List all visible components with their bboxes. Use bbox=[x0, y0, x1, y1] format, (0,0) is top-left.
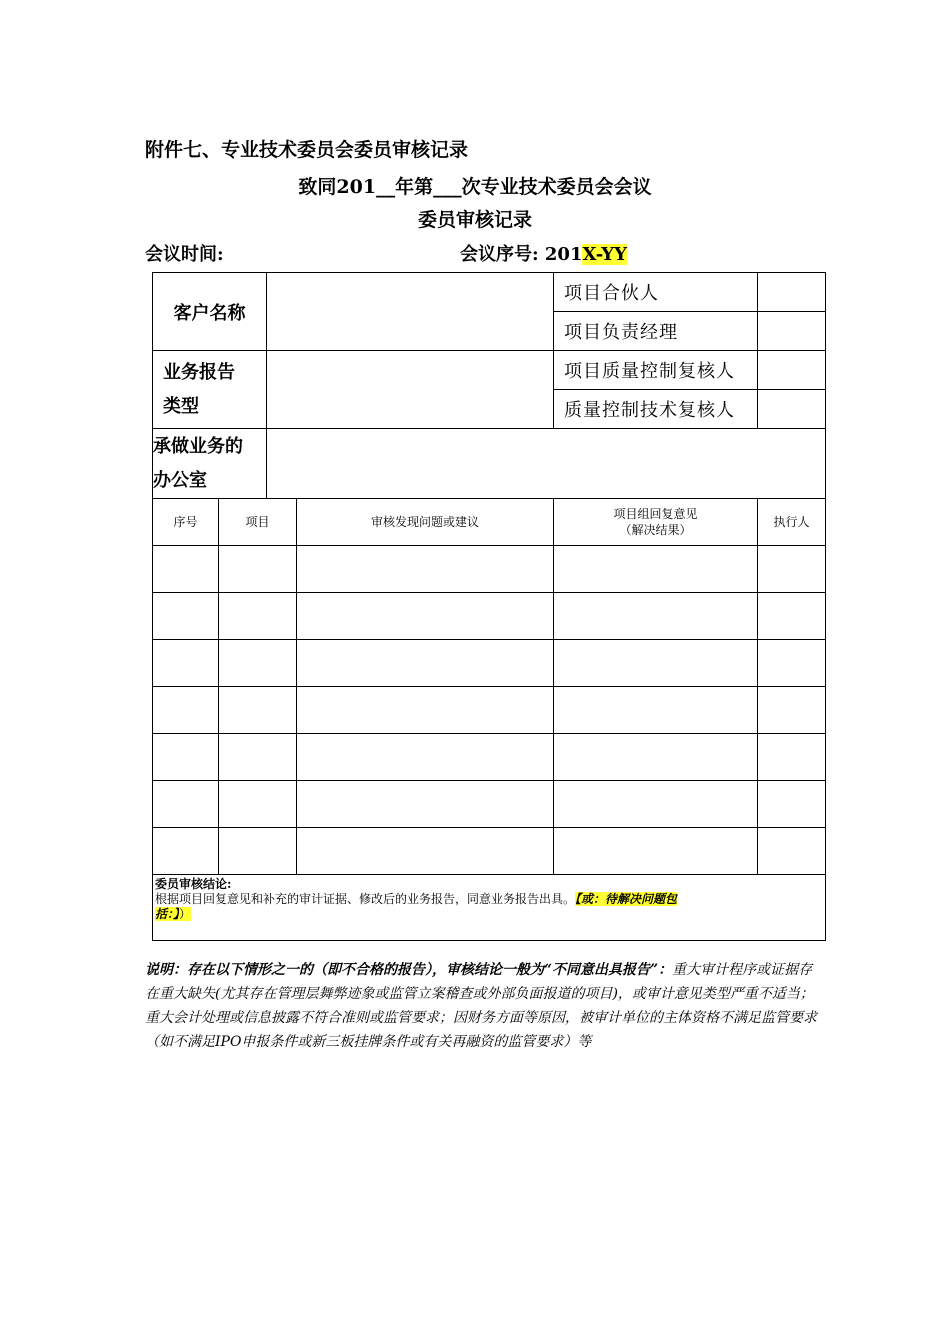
cell-issue[interactable] bbox=[297, 734, 554, 781]
conclusion-title: 委员审核结论: bbox=[155, 877, 232, 891]
col-reply-header-line1: 项目组回复意见 bbox=[613, 507, 698, 521]
cell-seq[interactable] bbox=[153, 687, 219, 734]
conclusion-highlight-2: 括：】 bbox=[155, 907, 180, 921]
cell-executor[interactable] bbox=[758, 734, 826, 781]
cell-reply[interactable] bbox=[554, 734, 758, 781]
col-seq-header: 序号 bbox=[153, 499, 219, 546]
cell-seq[interactable] bbox=[153, 640, 219, 687]
conclusion-text bbox=[155, 892, 795, 922]
col-issue-header: 审核发现问题或建议 bbox=[297, 499, 554, 546]
office-label-line2: 办公室 bbox=[153, 469, 207, 491]
tech-reviewer-value[interactable] bbox=[758, 390, 826, 429]
document-title: 致同201__年第___次专业技术委员会会议 bbox=[298, 176, 652, 198]
manager-label: 项目负责经理 bbox=[554, 312, 758, 351]
office-label bbox=[153, 429, 267, 499]
table-row bbox=[153, 781, 826, 828]
table-row bbox=[153, 687, 826, 734]
explanation-note bbox=[145, 958, 825, 1054]
cell-executor[interactable] bbox=[758, 781, 826, 828]
cell-seq[interactable] bbox=[153, 546, 219, 593]
document-subtitle: 委员审核记录 bbox=[417, 209, 532, 231]
cell-issue[interactable] bbox=[297, 687, 554, 734]
cell-reply[interactable] bbox=[554, 640, 758, 687]
note-bold: 说明：存在以下情形之一的（即不合格的报告），审核结论一般为“不同意出具报告”： bbox=[145, 962, 673, 978]
office-label-line1: 承做业务的 bbox=[153, 435, 243, 457]
table-row bbox=[153, 546, 826, 593]
client-name-label: 客户名称 bbox=[153, 273, 267, 351]
cell-executor[interactable] bbox=[758, 546, 826, 593]
cell-item[interactable] bbox=[219, 828, 297, 875]
attachment-heading: 附件七、专业技术委员会委员审核记录 bbox=[145, 139, 469, 161]
meeting-seq-label: 会议序号: 201 bbox=[460, 244, 583, 265]
cell-item[interactable] bbox=[219, 781, 297, 828]
note-text: 重大审计程序或证据存在重大缺失(尤其存在管理层舞弊迹象或监管立案稽查或外部负面报道的项目)，或审计意见类型严重不适当；重大会计处理或信息披露不符合准则或监管要求；因财务方面等原因，被审计单位的主体资格不满足监管要求（如不满足IPO申报条件或新三板挂牌条件或有关再融资的监管要求）等 bbox=[145, 962, 817, 1050]
cell-executor[interactable] bbox=[758, 828, 826, 875]
cell-reply[interactable] bbox=[554, 593, 758, 640]
cell-reply[interactable] bbox=[554, 828, 758, 875]
cell-seq[interactable] bbox=[153, 781, 219, 828]
cell-item[interactable] bbox=[219, 640, 297, 687]
report-type-label bbox=[153, 351, 267, 429]
office-value[interactable] bbox=[267, 429, 826, 499]
cell-issue[interactable] bbox=[297, 546, 554, 593]
review-form-table bbox=[152, 272, 826, 941]
client-name-value[interactable] bbox=[267, 273, 554, 351]
col-executor-header: 执行人 bbox=[758, 499, 826, 546]
report-type-label-line2: 类型 bbox=[163, 395, 199, 417]
cell-item[interactable] bbox=[219, 593, 297, 640]
report-type-label-line1: 业务报告 bbox=[163, 361, 235, 383]
cell-issue[interactable] bbox=[297, 828, 554, 875]
cell-item[interactable] bbox=[219, 734, 297, 781]
conclusion-cell[interactable] bbox=[153, 875, 826, 941]
meeting-seq-highlight: X-YY bbox=[582, 244, 628, 265]
cell-executor[interactable] bbox=[758, 640, 826, 687]
col-reply-header-line2: （解决结果） bbox=[619, 523, 692, 537]
qc-reviewer-value[interactable] bbox=[758, 351, 826, 390]
partner-label: 项目合伙人 bbox=[554, 273, 758, 312]
cell-seq[interactable] bbox=[153, 828, 219, 875]
meeting-time-label: 会议时间: bbox=[145, 244, 224, 265]
qc-reviewer-label: 项目质量控制复核人 bbox=[554, 351, 758, 390]
conclusion-body: 根据项目回复意见和补充的审计证据、修改后的业务报告，同意业务报告出具。 bbox=[155, 892, 576, 906]
cell-executor[interactable] bbox=[758, 593, 826, 640]
cell-seq[interactable] bbox=[153, 593, 219, 640]
cell-seq[interactable] bbox=[153, 734, 219, 781]
cell-issue[interactable] bbox=[297, 781, 554, 828]
cell-reply[interactable] bbox=[554, 687, 758, 734]
tech-reviewer-label: 质量控制技术复核人 bbox=[554, 390, 758, 429]
table-row bbox=[153, 593, 826, 640]
table-row bbox=[153, 640, 826, 687]
cell-issue[interactable] bbox=[297, 640, 554, 687]
cell-reply[interactable] bbox=[554, 781, 758, 828]
conclusion-highlight-1: 【或：待解决问题包 bbox=[575, 892, 678, 906]
partner-value[interactable] bbox=[758, 273, 826, 312]
conclusion-tail: ） bbox=[179, 907, 192, 921]
col-reply-header bbox=[554, 499, 758, 546]
table-row bbox=[153, 734, 826, 781]
meeting-seq bbox=[460, 240, 627, 266]
cell-reply[interactable] bbox=[554, 546, 758, 593]
col-item-header: 项目 bbox=[219, 499, 297, 546]
cell-issue[interactable] bbox=[297, 593, 554, 640]
manager-value[interactable] bbox=[758, 312, 826, 351]
report-type-value[interactable] bbox=[267, 351, 554, 429]
table-row bbox=[153, 828, 826, 875]
cell-item[interactable] bbox=[219, 687, 297, 734]
cell-item[interactable] bbox=[219, 546, 297, 593]
cell-executor[interactable] bbox=[758, 687, 826, 734]
